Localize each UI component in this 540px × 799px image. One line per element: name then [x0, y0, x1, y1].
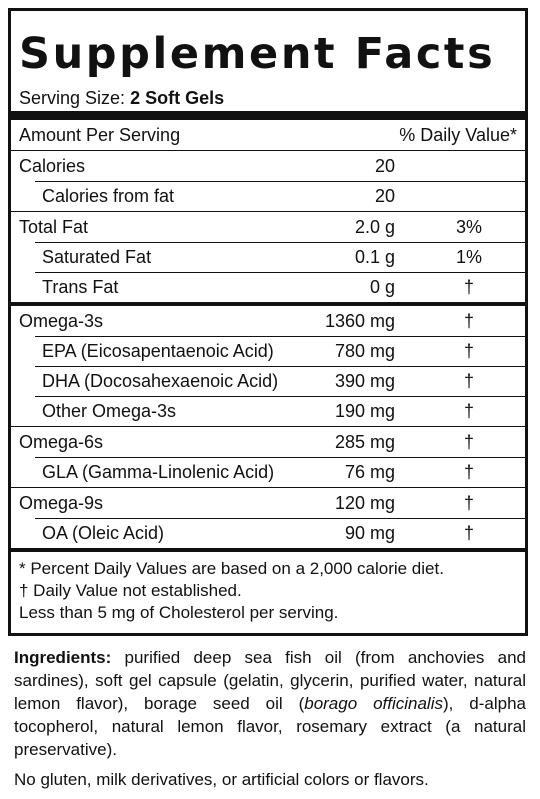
nutrient-name: Calories: [19, 156, 86, 176]
table-header-row: [11, 120, 525, 150]
nutrient-daily-value: †: [463, 462, 474, 482]
nutrient-row: [11, 457, 525, 487]
nutrient-name: Omega-3s: [19, 311, 104, 331]
nutrient-row: [11, 242, 525, 272]
nutrient-row: [11, 426, 525, 457]
nutrient-row: [11, 211, 525, 242]
serving-size: [11, 85, 525, 120]
nutrient-amount: 0 g: [369, 277, 395, 297]
nutrient-daily-value: †: [463, 341, 474, 361]
footnote-cholesterol: Less than 5 mg of Cholesterol per serving.: [19, 603, 339, 622]
nutrient-daily-value: †: [463, 311, 474, 331]
nutrient-name: Trans Fat: [42, 277, 119, 297]
nutrient-name: GLA (Gamma-Linolenic Acid): [42, 462, 275, 482]
nutrient-amount: 76 mg: [344, 462, 395, 482]
footnote-not-established: † Daily Value not established.: [19, 581, 242, 600]
nutrient-row: [11, 487, 525, 518]
ingredients-part-2: ), d-alpha tocopherol, natural lemon flavor, rosemary extract (a natural preservative).: [14, 694, 526, 759]
nutrient-amount: 1360 mg: [324, 311, 395, 331]
nutrient-daily-value: 3%: [455, 217, 482, 237]
nutrient-row: [11, 396, 525, 426]
nutrient-amount: 2.0 g: [354, 217, 395, 237]
amount-per-serving-label: Amount Per Serving: [19, 125, 181, 145]
serving-size-value: 2 Soft Gels: [130, 88, 225, 108]
nutrient-daily-value: †: [463, 371, 474, 391]
nutrient-row: [11, 272, 525, 302]
nutrient-daily-value: †: [463, 401, 474, 421]
nutrient-name: OA (Oleic Acid): [42, 523, 165, 543]
nutrient-daily-value: 1%: [455, 247, 482, 267]
nutrient-name: EPA (Eicosapentaenoic Acid): [42, 341, 274, 361]
nutrient-daily-value: †: [463, 493, 474, 513]
nutrient-amount: 20: [374, 186, 395, 206]
nutrient-row: [11, 302, 525, 336]
nutrient-row: [11, 518, 525, 548]
nutrient-row: [11, 336, 525, 366]
nutrient-amount: 780 mg: [334, 341, 395, 361]
nutrient-row: [11, 366, 525, 396]
nutrient-daily-value: †: [463, 432, 474, 452]
ingredients-text: [14, 646, 526, 761]
nutrient-row: [11, 181, 525, 211]
nutrient-name: Omega-6s: [19, 432, 104, 452]
supplement-facts-panel: [8, 8, 528, 636]
nutrient-name: DHA (Docosahexaenoic Acid): [42, 371, 279, 391]
nutrient-row: [11, 150, 525, 181]
nutrient-amount: 90 mg: [344, 523, 395, 543]
ingredients-italic: borago officinalis: [304, 694, 443, 713]
ingredients-part-1: purified deep sea fish oil (from anchovies and sardines), soft gel capsule (gelatin, glycerin, purified water, natural lemon flavor), borage seed oil (: [14, 648, 526, 713]
footnotes: [11, 548, 525, 624]
nutrient-daily-value: †: [463, 277, 474, 297]
nutrient-amount: 190 mg: [334, 401, 395, 421]
serving-size-label: Serving Size:: [19, 88, 126, 108]
nutrient-amount: 120 mg: [334, 493, 395, 513]
nutrient-amount: 0.1 g: [354, 247, 395, 267]
free-from-statement: No gluten, milk derivatives, or artificial colors or flavors.: [14, 770, 429, 789]
daily-value-header: % Daily Value*: [399, 125, 517, 145]
nutrient-name: Omega-9s: [19, 493, 104, 513]
nutrient-name: Calories from fat: [42, 186, 175, 206]
nutrient-amount: 20: [374, 156, 395, 176]
nutrient-name: Total Fat: [19, 217, 89, 237]
nutrient-table: [11, 150, 525, 548]
nutrient-amount: 285 mg: [334, 432, 395, 452]
ingredients-label: Ingredients:: [14, 648, 112, 667]
footnote-daily-values: * Percent Daily Values are based on a 2,000 calorie diet.: [19, 559, 444, 578]
nutrient-name: Other Omega-3s: [42, 401, 177, 421]
panel-title: Supplement Facts: [19, 29, 496, 79]
nutrient-name: Saturated Fat: [42, 247, 152, 267]
nutrient-amount: 390 mg: [334, 371, 395, 391]
nutrient-daily-value: †: [463, 523, 474, 543]
